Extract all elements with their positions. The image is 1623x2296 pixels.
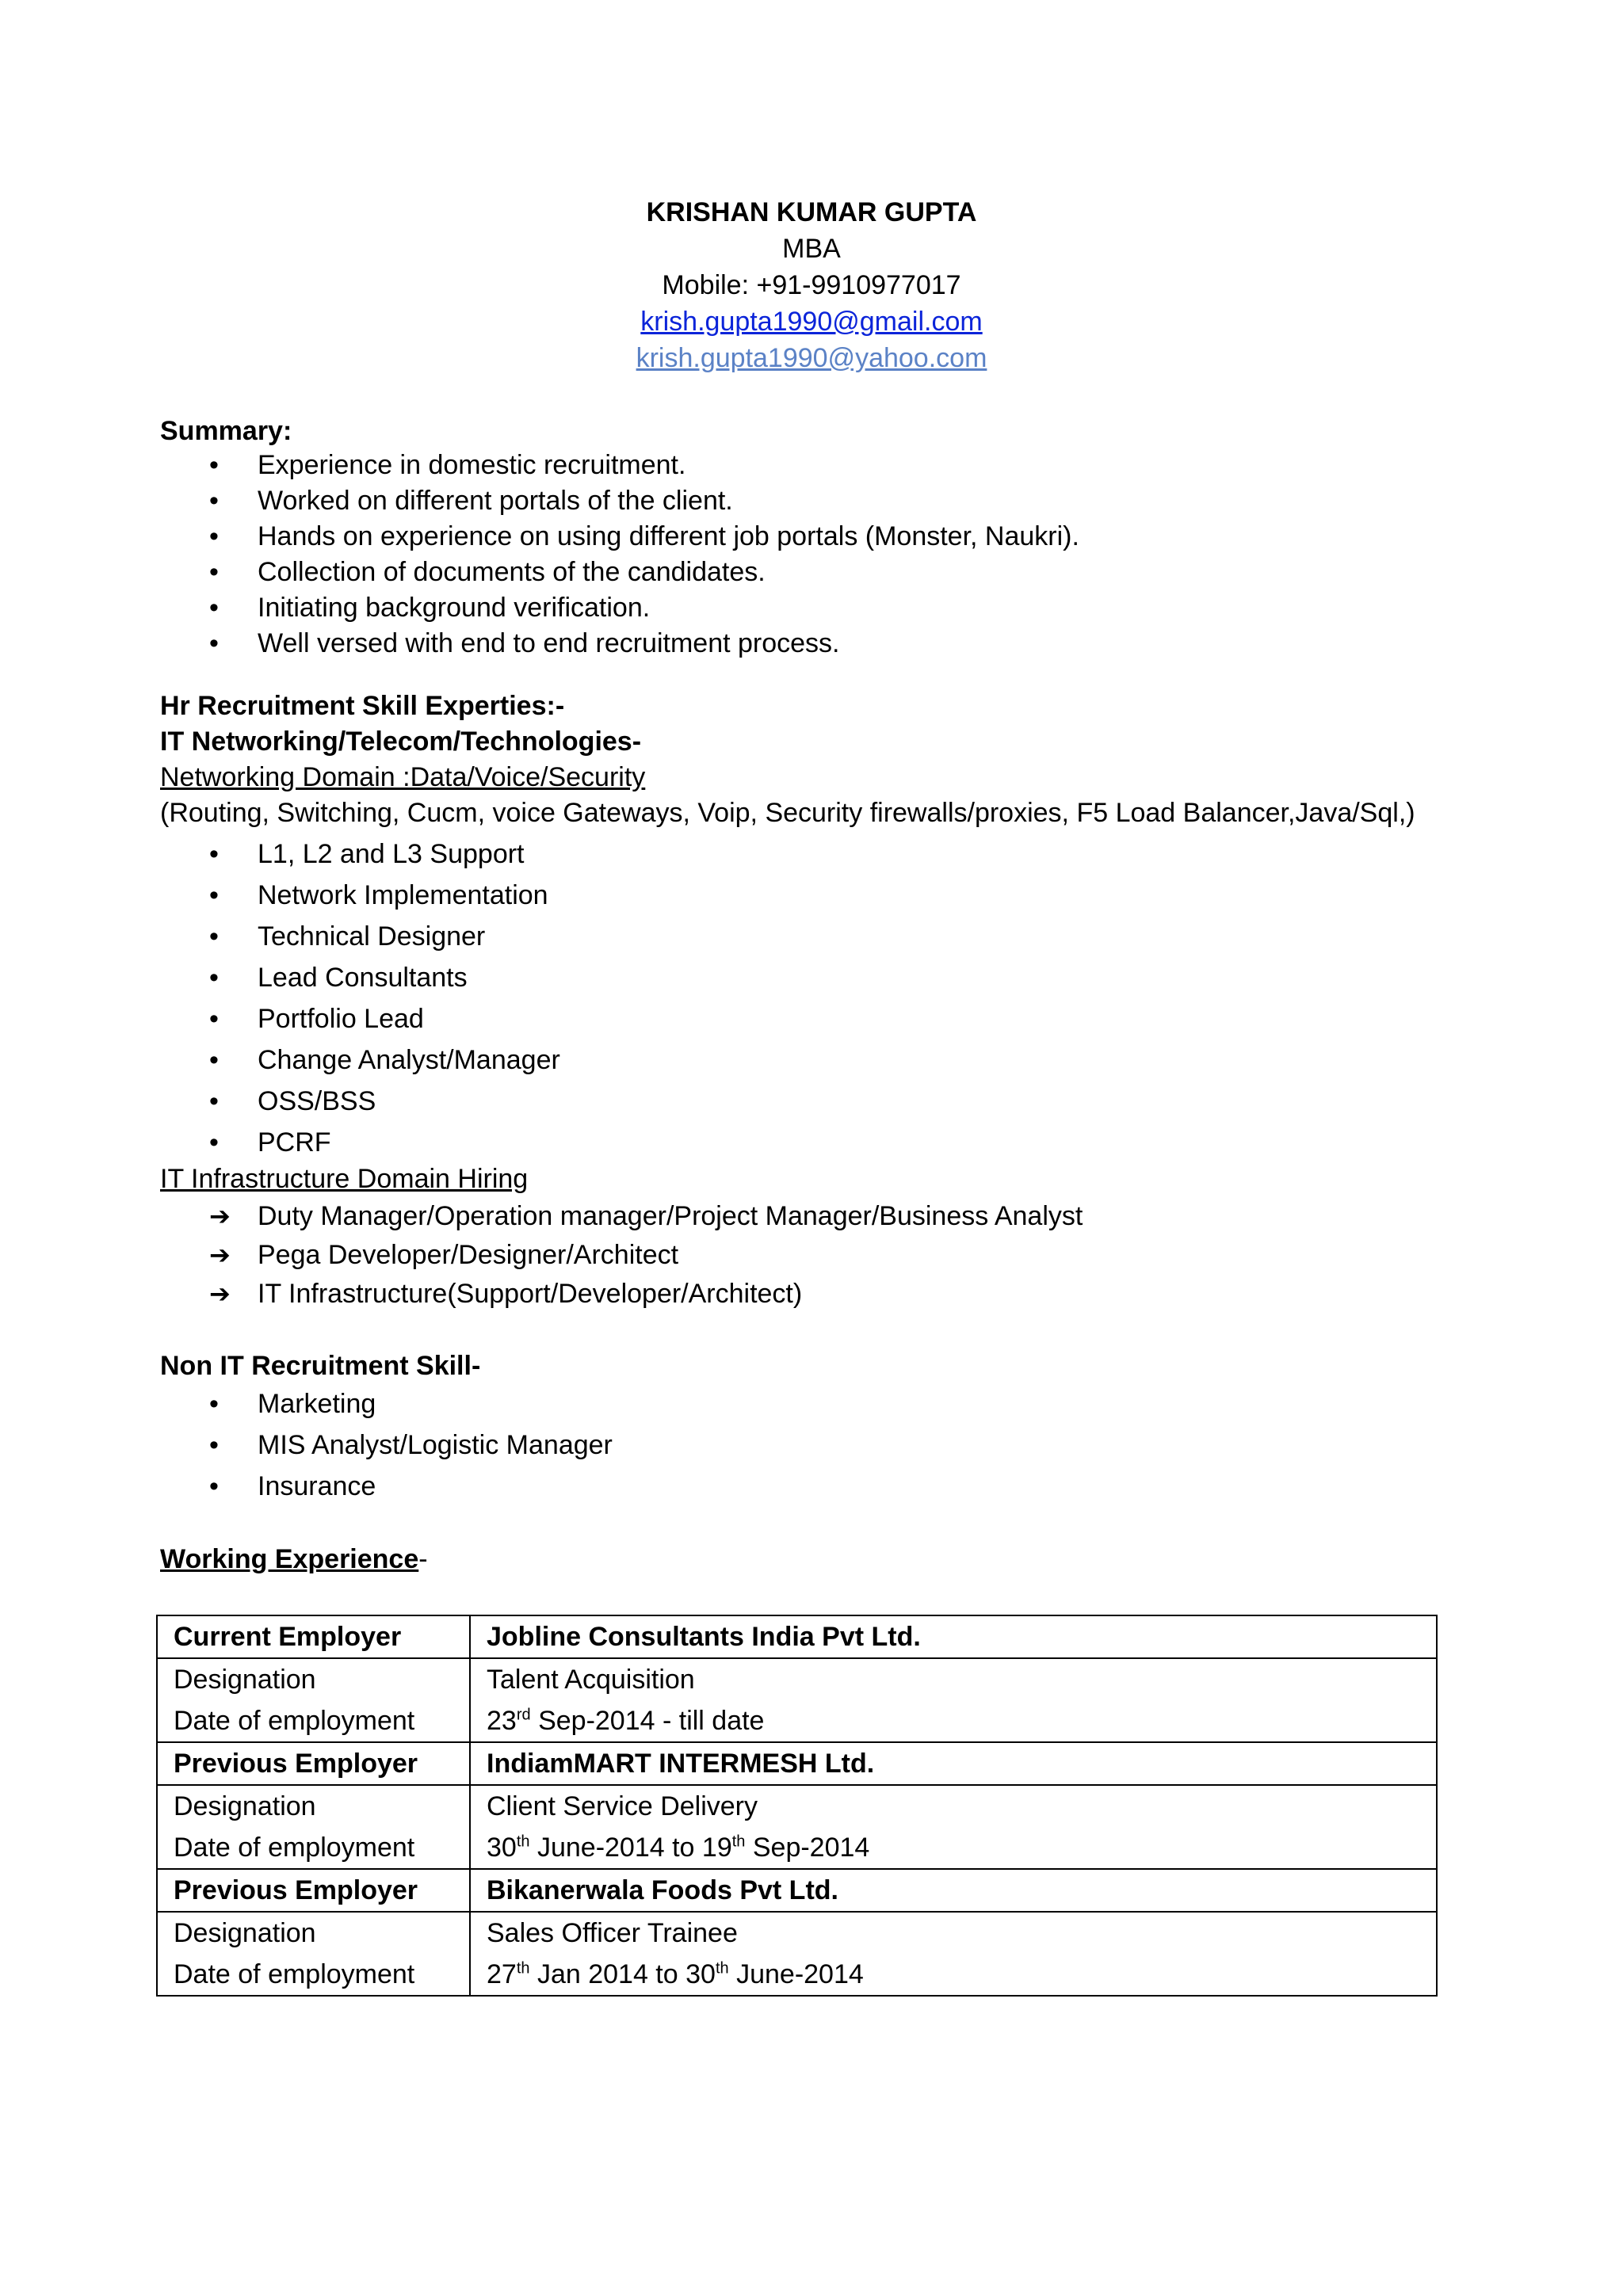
- bullet-icon: •: [209, 921, 219, 952]
- infra-roles-list: [160, 1197, 1083, 1314]
- designation-value: Client Service Delivery: [470, 1785, 1437, 1827]
- arrow-right-icon: ➔: [209, 1241, 231, 1269]
- summary-heading: Summary:: [160, 416, 292, 446]
- bullet-icon: •: [209, 880, 219, 910]
- employer-name: Jobline Consultants India Pvt Ltd.: [470, 1615, 1437, 1658]
- table-row: [157, 1827, 1437, 1869]
- networking-detail: (Routing, Switching, Cucm, voice Gateways, Voip, Security firewalls/proxies, F5 Load Balancer,Java/Sql,): [160, 798, 1415, 828]
- employer-name: Bikanerwala Foods Pvt Ltd.: [470, 1869, 1437, 1912]
- list-item: • OSS/BSS: [160, 1081, 560, 1122]
- table-row: [157, 1954, 1437, 1996]
- list-item: • Marketing: [160, 1383, 613, 1425]
- list-item: • PCRF: [160, 1122, 560, 1163]
- summary-list: [160, 448, 1079, 662]
- experience-table: [156, 1615, 1438, 1997]
- list-item: • Well versed with end to end recruitment process.: [160, 626, 1079, 662]
- table-row: [157, 1785, 1437, 1827]
- networking-roles-list: [160, 833, 560, 1163]
- employer-label: Previous Employer: [157, 1742, 470, 1785]
- non-it-roles-list: [160, 1383, 613, 1507]
- table-row: [157, 1869, 1437, 1912]
- bullet-icon: •: [209, 521, 219, 551]
- date-label: Date of employment: [157, 1827, 470, 1869]
- date-label: Date of employment: [157, 1954, 470, 1996]
- infra-domain-heading: IT Infrastructure Domain Hiring: [160, 1164, 529, 1194]
- table-row: [157, 1742, 1437, 1785]
- it-skills-heading: IT Networking/Telecom/Technologies-: [160, 727, 642, 757]
- employer-label: Previous Employer: [157, 1869, 470, 1912]
- designation-label: Designation: [157, 1658, 470, 1700]
- bullet-icon: •: [209, 1471, 219, 1501]
- list-item: • Experience in domestic recruitment.: [160, 448, 1079, 483]
- bullet-icon: •: [209, 593, 219, 623]
- candidate-degree: MBA: [782, 234, 841, 264]
- bullet-icon: •: [209, 450, 219, 480]
- bullet-icon: •: [209, 1127, 219, 1158]
- candidate-mobile: Mobile: +91-9910977017: [662, 270, 961, 300]
- non-it-skills-heading: Non IT Recruitment Skill-: [160, 1351, 481, 1381]
- employer-label: Current Employer: [157, 1615, 470, 1658]
- arrow-right-icon: ➔: [209, 1280, 231, 1308]
- list-item: • Insurance: [160, 1466, 613, 1507]
- bullet-icon: •: [209, 1086, 219, 1116]
- table-row: [157, 1912, 1437, 1954]
- candidate-name: KRISHAN KUMAR GUPTA: [646, 197, 977, 227]
- list-item: • Network Implementation: [160, 875, 560, 916]
- list-item: • Collection of documents of the candidates.: [160, 555, 1079, 590]
- table-row: [157, 1700, 1437, 1742]
- list-item: ➔ Pega Developer/Designer/Architect: [160, 1236, 1083, 1275]
- list-item: ➔ Duty Manager/Operation manager/Project Manager/Business Analyst: [160, 1197, 1083, 1236]
- designation-value: Sales Officer Trainee: [470, 1912, 1437, 1954]
- bullet-icon: •: [209, 1045, 219, 1075]
- bullet-icon: •: [209, 839, 219, 869]
- experience-heading: Working Experience-: [160, 1544, 428, 1574]
- list-item: • L1, L2 and L3 Support: [160, 833, 560, 875]
- designation-label: Designation: [157, 1912, 470, 1954]
- list-item: • Technical Designer: [160, 916, 560, 957]
- email-link-gmail[interactable]: krish.gupta1990@gmail.com: [640, 307, 983, 337]
- bullet-icon: •: [209, 557, 219, 587]
- list-item: • Hands on experience on using different job portals (Monster, Naukri).: [160, 519, 1079, 555]
- list-item: • Change Analyst/Manager: [160, 1039, 560, 1081]
- table-row: [157, 1615, 1437, 1658]
- bullet-icon: •: [209, 628, 219, 658]
- date-value: 30th June-2014 to 19th Sep-2014: [470, 1827, 1437, 1869]
- skills-heading: Hr Recruitment Skill Experties:-: [160, 691, 565, 721]
- date-value: 23rd Sep-2014 - till date: [470, 1700, 1437, 1742]
- bullet-icon: •: [209, 486, 219, 516]
- designation-value: Talent Acquisition: [470, 1658, 1437, 1700]
- email-link-yahoo[interactable]: krish.gupta1990@yahoo.com: [636, 343, 987, 373]
- bullet-icon: •: [209, 1430, 219, 1460]
- bullet-icon: •: [209, 1004, 219, 1034]
- bullet-icon: •: [209, 963, 219, 993]
- designation-label: Designation: [157, 1785, 470, 1827]
- list-item: • Portfolio Lead: [160, 998, 560, 1039]
- list-item: • Worked on different portals of the client.: [160, 483, 1079, 519]
- list-item: • MIS Analyst/Logistic Manager: [160, 1425, 613, 1466]
- list-item: • Lead Consultants: [160, 957, 560, 998]
- date-label: Date of employment: [157, 1700, 470, 1742]
- employer-name: IndiamMART INTERMESH Ltd.: [470, 1742, 1437, 1785]
- list-item: ➔ IT Infrastructure(Support/Developer/Architect): [160, 1275, 1083, 1314]
- table-row: [157, 1658, 1437, 1700]
- list-item: • Initiating background verification.: [160, 590, 1079, 626]
- networking-domain-heading: Networking Domain :Data/Voice/Security: [160, 762, 646, 792]
- bullet-icon: •: [209, 1389, 219, 1419]
- arrow-right-icon: ➔: [209, 1202, 231, 1230]
- date-value: 27th Jan 2014 to 30th June-2014: [470, 1954, 1437, 1996]
